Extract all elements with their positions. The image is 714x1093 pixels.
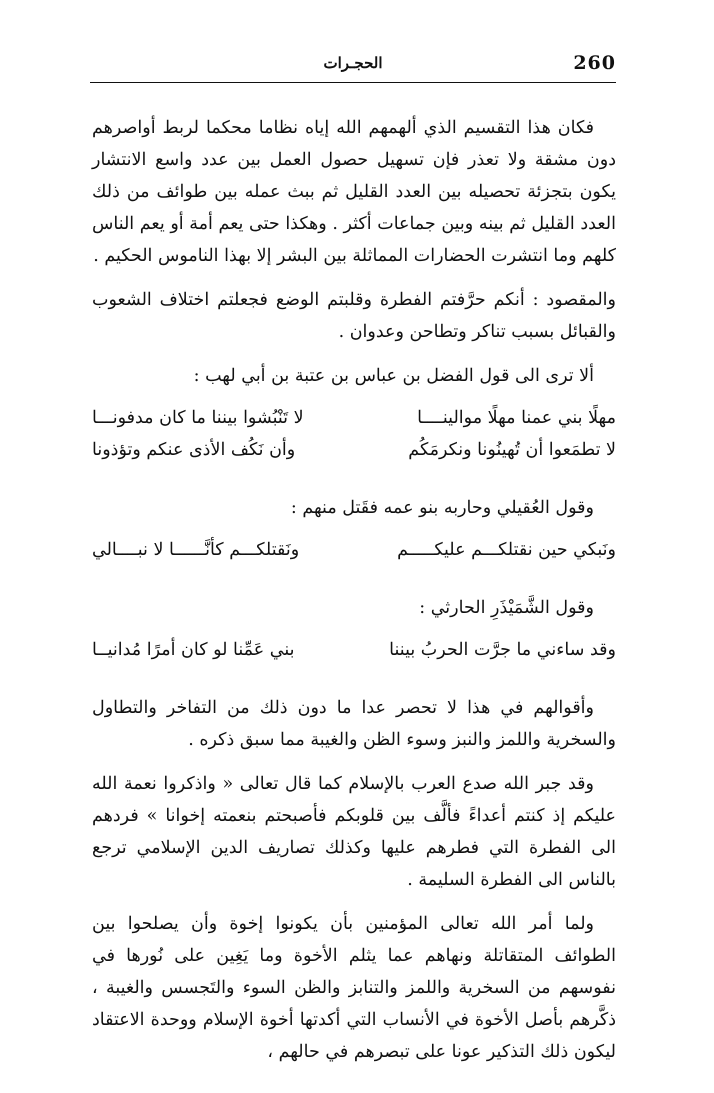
verse-line xyxy=(92,534,616,566)
verse-second-hemistich: وأن نَكُف الأذى عنكم وتؤذونا xyxy=(92,440,296,460)
verse-first-hemistich: لا تطمَعوا أن تُهينُونا ونكرمَكُم xyxy=(408,440,616,460)
verse-line xyxy=(92,434,616,466)
verse-line xyxy=(92,402,616,434)
verse-line xyxy=(92,634,616,666)
page-body xyxy=(92,112,616,1080)
poem-shamaydhar xyxy=(92,634,616,666)
paragraph-7: وقد جبر الله صدع العرب بالإسلام كما قال تعالى « واذكروا نعمة الله عليكم إذ كنتم أعداءً فألَّف بين قلوبكم فأصبحتم بنعمته إخوانا » فردهم الى الفطرة التي فطرهم عليها وكذلك تصاريف الدين الإسلامي ترجع بالناس الى الفطرة السليمة . xyxy=(92,774,616,890)
verse-intro-fadl: ألا ترى الى قول الفضل بن عباس بن عتبة بن أبي لهب : xyxy=(193,366,594,386)
poem-fadl xyxy=(92,402,616,466)
verse-first-hemistich: مهلًا بني عمنا مهلًا موالينــــا xyxy=(417,408,616,428)
paragraph-1: فكان هذا التقسيم الذي ألهمهم الله إياه نظاما محكما لربط أواصرهم دون مشقة ولا تعذر فإن تسهيل حصول العمل بين عدد واسع الانتشار يكون بتجزئة تحصيله بين العدد القليل ثم ببث عمله بين طوائف من ذلك العدد القليل ثم بينه وبين جماعات أكثر . وهكذا حتى يعم أمة أو يعم الناس كلهم وما انتشرت الحضارات المماثلة بين البشر إلا بهذا الناموس الحكيم . xyxy=(92,118,616,266)
verse-second-hemistich: لا تَنْبُشوا بيننا ما كان مدفونـــا xyxy=(92,408,304,428)
verse-intro-uqayli: وقول العُقيلي وحاربه بنو عمه فقَتل منهم : xyxy=(290,498,594,518)
poem-uqayli xyxy=(92,534,616,566)
paragraph-6: وأقوالهم في هذا لا تحصر عدا ما دون ذلك من التفاخر والتطاول والسخرية واللمز والنبز وسوء الظن والغيبة مما سبق ذكره . xyxy=(92,698,616,750)
paragraph-2: والمقصود : أنكم حرَّفتم الفطرة وقلبتم الوضع فجعلتم اختلاف الشعوب والقبائل بسبب تناكر وتطاحن وعدوان . xyxy=(92,290,616,342)
verse-second-hemistich: ونَقتلكـــم كأنَّــــــا لا نبــــالي xyxy=(92,540,300,560)
page-number: 260 xyxy=(573,52,616,74)
verse-first-hemistich: ونَبكي حين نقتلكـــم عليكـــــم xyxy=(397,540,616,560)
verse-intro-shamaydhar: وقول الشَّمَيْذَرِ الحارثي : xyxy=(419,598,594,618)
paragraph-8: ولما أمر الله تعالى المؤمنين بأن يكونوا إخوة وأن يصلحوا بين الطوائف المتقاتلة ونهاهم عما يثلم الأخوة وما يَغِين على نُورها في نفوسهم من السخرية واللمز والتنابز والظن السوء والتَجسس والغيبة ، ذكَّرهم بأصل الأخوة في الأنساب التي أكدتها أخوة الإسلام ووحدة الاعتقاد ليكون ذلك التذكير عونا على تبصرهم في حالهم ، xyxy=(92,914,616,1062)
page-header xyxy=(90,52,616,83)
verse-second-hemistich: بني عَمِّنا لو كان أمرًا مُدانيــا xyxy=(92,640,295,660)
verse-first-hemistich: وقد ساءني ما جرَّت الحربُ بيننا xyxy=(389,640,616,660)
running-title: الحجـرات xyxy=(323,54,383,72)
